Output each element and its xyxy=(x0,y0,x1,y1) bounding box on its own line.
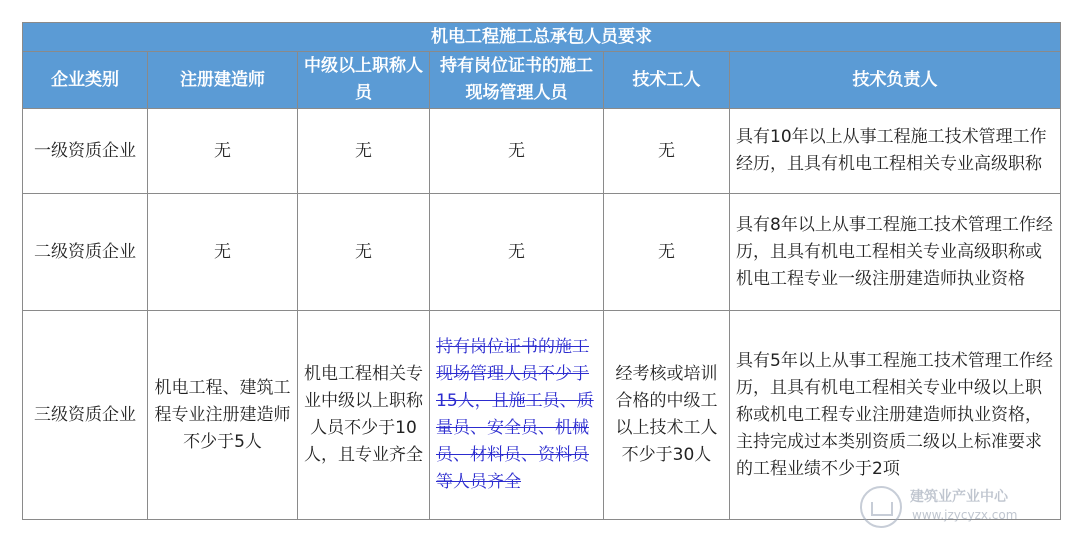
cell-titled: 机电工程相关专业中级以上职称人员不少于10人，且专业齐全 xyxy=(298,311,430,520)
cell-managers: 无 xyxy=(430,194,604,311)
header-registered-builder: 注册建造师 xyxy=(148,52,298,109)
cell-tech-lead: 具有8年以上从事工程施工技术管理工作经历，且具有机电工程相关专业高级职称或机电工程专业一级注册建造师执业资格 xyxy=(730,194,1061,311)
cell-workers: 经考核或培训合格的中级工以上技术工人不少于30人 xyxy=(604,311,730,520)
cell-category: 三级资质企业 xyxy=(23,311,148,520)
cell-workers: 无 xyxy=(604,109,730,194)
watermark xyxy=(860,484,1050,530)
table-header-row xyxy=(23,52,1061,109)
watermark-url: www.jzycyzx.com xyxy=(912,508,1018,522)
cell-workers: 无 xyxy=(604,194,730,311)
struck-managers-text: 持有岗位证书的施工现场管理人员不少于15人，且施工员、质量员、安全员、机械员、材料员、资料员等人员齐全 xyxy=(436,337,594,492)
cell-titled: 无 xyxy=(298,109,430,194)
table-row xyxy=(23,109,1061,194)
requirements-table xyxy=(22,22,1061,520)
watermark-name: 建筑业产业中心 xyxy=(910,489,1008,505)
cell-builder: 机电工程、建筑工程专业注册建造师不少于5人 xyxy=(148,311,298,520)
header-site-managers: 持有岗位证书的施工现场管理人员 xyxy=(430,52,604,109)
header-titled-staff: 中级以上职称人员 xyxy=(298,52,430,109)
building-logo-icon xyxy=(860,486,902,528)
table-title: 机电工程施工总承包人员要求 xyxy=(23,23,1061,52)
cell-managers-struck xyxy=(430,311,604,520)
cell-category: 二级资质企业 xyxy=(23,194,148,311)
header-technical-lead: 技术负责人 xyxy=(730,52,1061,109)
cell-builder: 无 xyxy=(148,109,298,194)
header-category: 企业类别 xyxy=(23,52,148,109)
cell-titled: 无 xyxy=(298,194,430,311)
table-title-row xyxy=(23,23,1061,52)
cell-category: 一级资质企业 xyxy=(23,109,148,194)
header-skilled-workers: 技术工人 xyxy=(604,52,730,109)
cell-builder: 无 xyxy=(148,194,298,311)
cell-managers: 无 xyxy=(430,109,604,194)
table-row xyxy=(23,194,1061,311)
cell-tech-lead: 具有10年以上从事工程施工技术管理工作经历，且具有机电工程相关专业高级职称 xyxy=(730,109,1061,194)
cell-tech-lead: 具有5年以上从事工程施工技术管理工作经历，且具有机电工程相关专业中级以上职称或机电工程专业注册建造师执业资格，主持完成过本类别资质二级以上标准要求的工程业绩不少于2项 xyxy=(730,311,1061,520)
